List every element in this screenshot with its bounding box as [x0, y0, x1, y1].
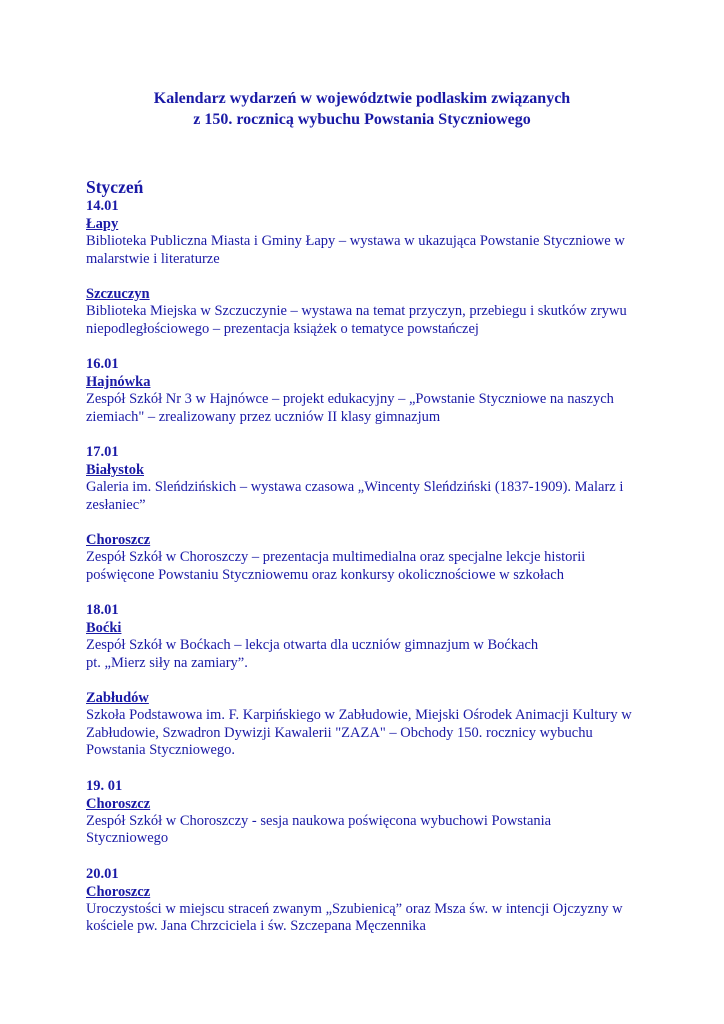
- description-line: Uroczystości w miejscu straceń zwanym „Szubienicą” oraz Msza św. w intencji Ojczyzny w: [86, 900, 623, 917]
- event-entry: [86, 285, 646, 338]
- event-description: [86, 233, 646, 268]
- event-place: Szczuczyn: [86, 286, 150, 302]
- event-date: 20.01: [86, 865, 119, 882]
- event-place: Choroszcz: [86, 883, 151, 900]
- event-place: Choroszcz: [86, 532, 151, 548]
- event-place: Boćki: [86, 620, 122, 636]
- event-place: Hajnówka: [86, 374, 151, 390]
- event-list: [86, 197, 646, 936]
- event-place: Białystok: [86, 462, 145, 478]
- event-entry: [86, 777, 646, 848]
- description-line: zesłaniec”: [86, 496, 146, 513]
- description-line: Szkoła Podstawowa im. F. Karpińskiego w Zabłudowie, Miejski Ośrodek Animacji Kultury w: [86, 707, 632, 723]
- title-line-1: Kalendarz wydarzeń w województwie podlaskim związanych: [153, 90, 571, 107]
- description-line: pt. „Mierz siły na zamiary”.: [86, 654, 248, 671]
- description-line: Biblioteka Miejska w Szczuczynie – wystawa na temat przyczyn, przebiegu i skutków zrywu: [86, 303, 627, 319]
- description-line: Biblioteka Publiczna Miasta i Gminy Łapy – wystawa w ukazująca Powstanie Styczniowe w: [86, 233, 625, 249]
- event-date: 16.01: [86, 356, 119, 372]
- event-description: [86, 813, 646, 848]
- description-line: malarstwie i literaturze: [86, 250, 220, 267]
- description-line: poświęcone Powstaniu Styczniowemu oraz konkursy okolicznościowe w szkołach: [86, 566, 564, 583]
- description-line: Styczniowego: [86, 830, 169, 846]
- event-place: Zabłudów: [86, 690, 149, 706]
- event-date: 18.01: [86, 602, 119, 618]
- document-title: [0, 88, 724, 130]
- description-line: ziemiach" – zrealizowany przez uczniów II klasy gimnazjum: [86, 408, 441, 425]
- event-description: [86, 901, 646, 936]
- description-line: Zespół Szkół w Choroszczy – prezentacja multimedialna oraz specjalne lekcje historii: [86, 549, 586, 565]
- description-line: Zespół Szkół Nr 3 w Hajnówce – projekt edukacyjny – „Powstanie Styczniowe na naszych: [86, 391, 614, 407]
- event-entry: [86, 443, 646, 514]
- event-date: 17.01: [86, 444, 119, 460]
- event-entry: [86, 531, 646, 584]
- description-line: kościele pw. Jana Chrzciciela i św. Szczepana Męczennika: [86, 918, 426, 934]
- description-line: niepodległościowego – prezentacja książek o tematyce powstańczej: [86, 320, 479, 337]
- event-description: [86, 303, 646, 338]
- event-entry: [86, 601, 646, 672]
- event-place: Łapy: [86, 216, 119, 232]
- event-entry: [86, 355, 646, 426]
- event-description: [86, 391, 646, 426]
- description-line: Zabłudowie, Szwadron Dywizji Kawalerii "ZAZA" – Obchody 150. rocznicy wybuchu: [86, 724, 593, 741]
- description-line: Zespół Szkół w Boćkach – lekcja otwarta dla uczniów gimnazjum w Boćkach: [86, 637, 539, 653]
- event-description: [86, 637, 646, 672]
- event-description: [86, 549, 646, 584]
- event-place: Choroszcz: [86, 795, 151, 812]
- event-description: [86, 707, 646, 760]
- event-date: 19. 01: [86, 777, 123, 794]
- description-line: Powstania Styczniowego.: [86, 742, 236, 758]
- month-heading: Styczeń: [86, 177, 144, 197]
- event-date: 14.01: [86, 198, 119, 214]
- description-line: Zespół Szkół w Choroszczy - sesja naukowa poświęcona wybuchowi Powstania: [86, 812, 552, 829]
- event-entry: [86, 689, 646, 760]
- event-description: [86, 479, 646, 514]
- description-line: Galeria im. Sleńdzińskich – wystawa czasowa „Wincenty Sleńdziński (1837-1909). Malarz i: [86, 479, 624, 495]
- title-line-2: z 150. rocznicą wybuchu Powstania Styczniowego: [193, 111, 531, 128]
- event-entry: [86, 197, 646, 268]
- event-entry: [86, 865, 646, 936]
